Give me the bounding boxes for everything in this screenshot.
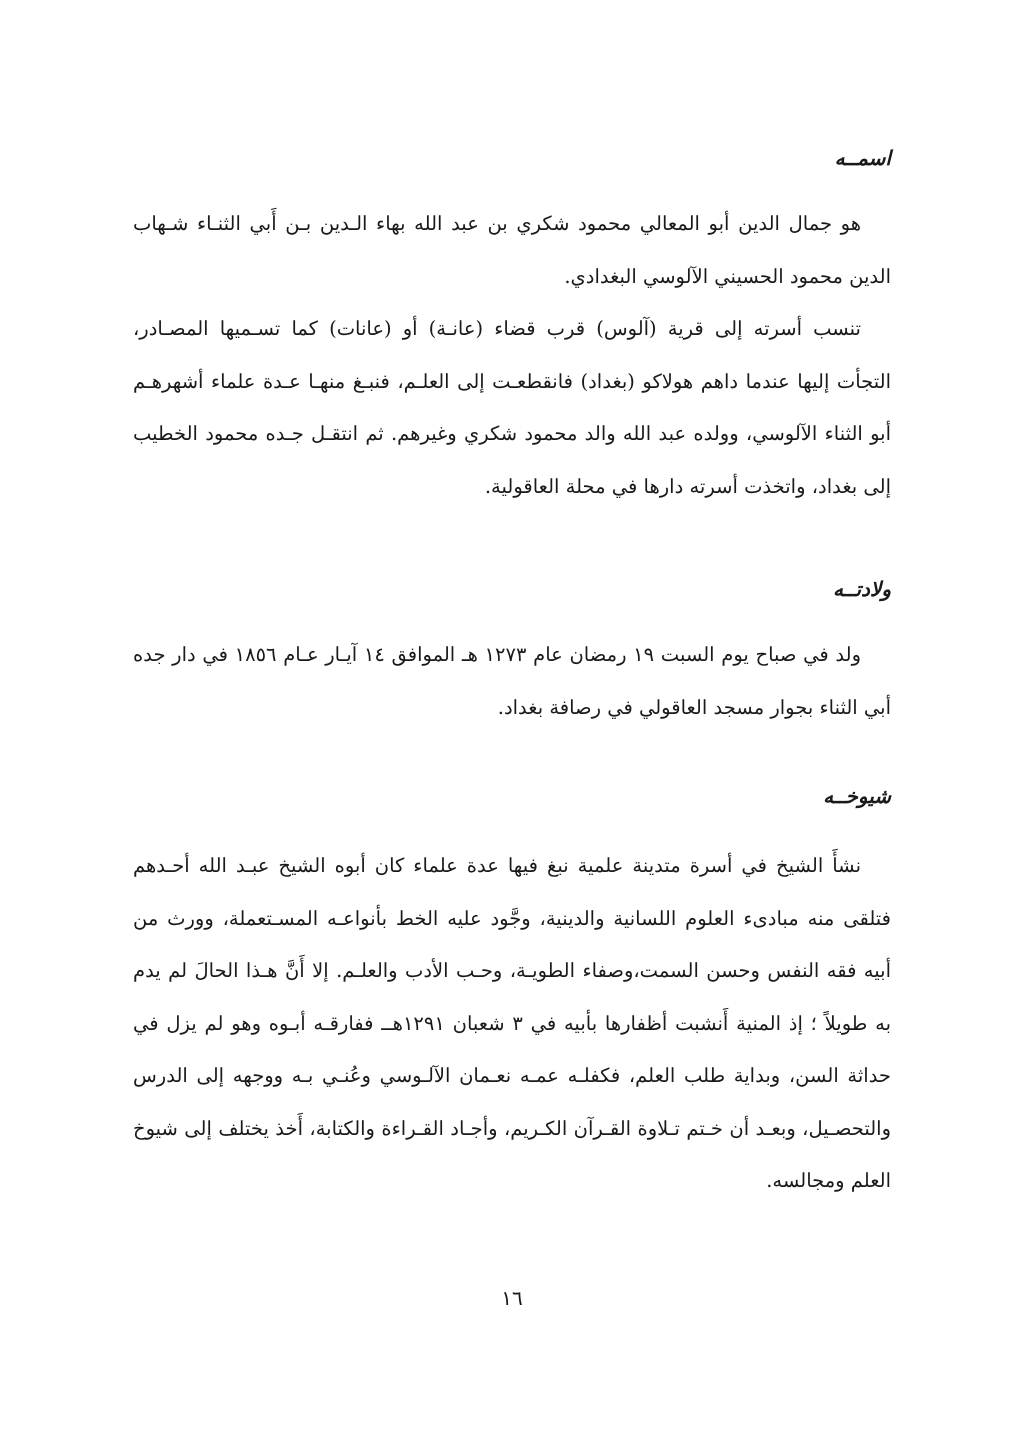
paragraph-name-2: تنسب أسرته إلى قرية (آلوس) قرب قضاء (عانـة) أو (عانات) كما تسـميها المصـادر، التجأت إليها عندما داهم هولاكو (بغداد) فانقطعـت إلى العلـم، فنبـغ منهـا عـدة علماء أشهرهـم أبو الثناء الآلوسي، وولده عبد الله والد محمود شكري وغيرهم. ثم انتقـل جـده محمود الخطيب إلى بغداد، واتخذت أسرته دارها في محلة العاقولية. bbox=[133, 317, 891, 498]
paragraph-birth-1: ولد في صباح يوم السبت ١٩ رمضان عام ١٢٧٣ هـ الموافق ١٤ آيـار عـام ١٨٥٦ في دار جده أبي الثناء بجوار مسجد العاقولي في رصافة بغداد. bbox=[133, 643, 891, 719]
paragraph-name-1: هو جمال الدين أبو المعالي محمود شكري بن عبد الله بهاء الـدين بـن أَبي الثنـاء شـهاب الدين محمود الحسيني الآلوسي البغدادي. bbox=[133, 212, 891, 288]
page-body bbox=[133, 138, 891, 1208]
page-number: ١٦ bbox=[501, 1286, 523, 1310]
section-heading-teachers: شيوخــه bbox=[823, 784, 891, 808]
paragraph-teachers-1: نشأَ الشيخ في أسرة متدينة علمية نبغ فيها عدة علماء كان أبوه الشيخ عبـد الله أحـدهم فتلقى منه مبادىء العلوم اللسانية والدينية، وجَّود عليه الخط بأنواعـه المسـتعملة، وورث من أبيه فقه النفس وحسن السمت،وصفاء الطويـة، وحـب الأدب والعلـم. إلا أَنَّ هـذا الحالَ لم يدم به طويلاً ؛ إذ المنية أَنشبت أظفارها بأبيه في ٣ شعبان ١٢٩١هــ ففارقـه أبـوه وهو لم يزل في حداثة السن، وبداية طلب العلم، فكفلـه عمـه نعـمان الآلـوسي وعُنـي بـه ووجهه إلى الدرس والتحصـيل، وبعـد أن خـتم تـلاوة القـرآن الكـريم، وأجـاد القـراءة والكتابة، أَخذ يختلف إلى شيوخ العلم ومجالسه. bbox=[133, 854, 891, 1192]
section-heading-birth: ولادتــه bbox=[833, 577, 891, 601]
section-heading-name: اسمــه bbox=[834, 146, 891, 170]
